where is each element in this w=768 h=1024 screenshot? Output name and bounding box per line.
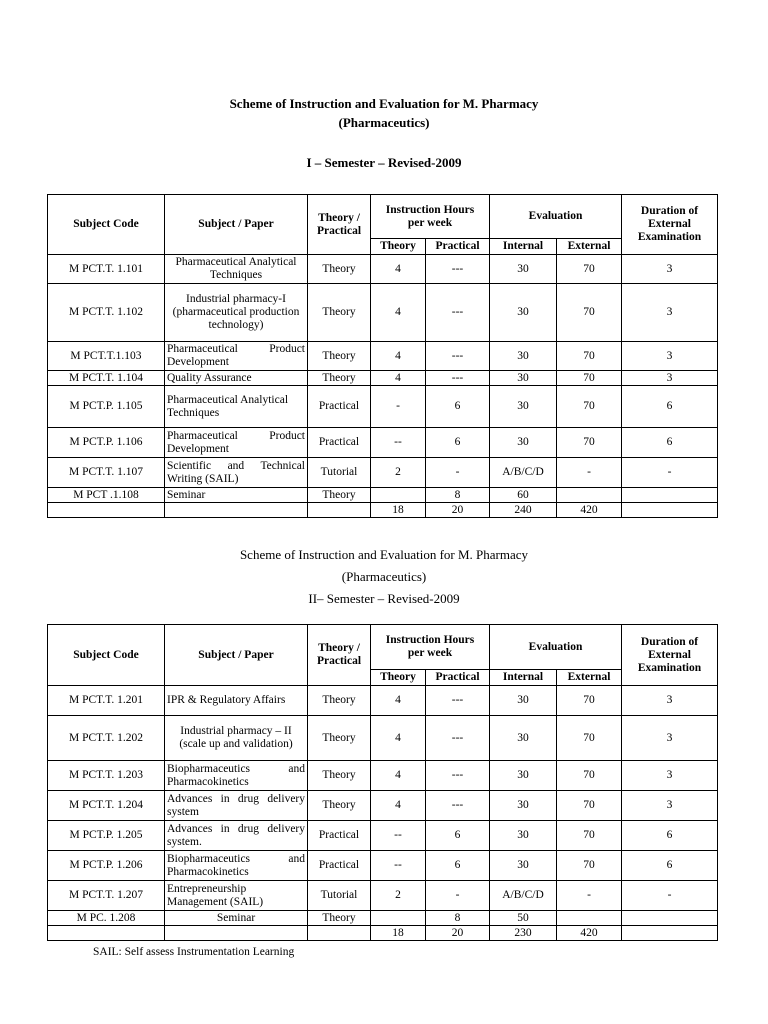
table-row [48, 386, 718, 428]
semester2-table [47, 624, 718, 941]
subject-paper: Advances in drug delivery system. [165, 821, 308, 851]
hours-practical: --- [426, 255, 490, 284]
subject-type: Tutorial [308, 458, 371, 488]
subject-code: M PCT.P. 1.105 [48, 386, 165, 428]
subject-paper: Pharmaceutical Analytical Techniques [165, 255, 308, 284]
subject-paper: Quality Assurance [165, 371, 308, 386]
eval-internal: 30 [490, 761, 557, 791]
hours-practical: 8 [426, 488, 490, 503]
subject-code: M PCT.T. 1.107 [48, 458, 165, 488]
header-theory: Theory [371, 239, 426, 255]
eval-internal: 30 [490, 284, 557, 342]
doc2-semester: II– Semester – Revised-2009 [308, 591, 460, 606]
subject-code: M PCT.P. 1.206 [48, 851, 165, 881]
table-row [48, 686, 718, 716]
exam-duration: 3 [622, 255, 718, 284]
table-row [48, 821, 718, 851]
exam-duration: 3 [622, 791, 718, 821]
subject-code: M PCT.T.1.103 [48, 342, 165, 371]
hours-practical: --- [426, 791, 490, 821]
subject-type: Practical [308, 851, 371, 881]
eval-internal: 50 [490, 911, 557, 926]
exam-duration: - [622, 881, 718, 911]
eval-external: 70 [557, 284, 622, 342]
eval-external [557, 911, 622, 926]
subject-type: Theory [308, 911, 371, 926]
subject-paper: Entrepreneurship Management (SAIL) [165, 881, 308, 911]
table-row [48, 881, 718, 911]
subject-paper: Industrial pharmacy-I (pharmaceutical production technology) [165, 284, 308, 342]
hours-practical: - [426, 881, 490, 911]
table-row [48, 428, 718, 458]
total-internal: 240 [490, 503, 557, 518]
subject-code: M PC. 1.208 [48, 911, 165, 926]
hours-practical: --- [426, 371, 490, 386]
eval-internal: 30 [490, 428, 557, 458]
total-external: 420 [557, 926, 622, 941]
eval-external: 70 [557, 851, 622, 881]
exam-duration: 3 [622, 686, 718, 716]
eval-external: 70 [557, 255, 622, 284]
exam-duration: 3 [622, 371, 718, 386]
hours-practical: --- [426, 342, 490, 371]
subject-code: M PCT.T. 1.201 [48, 686, 165, 716]
eval-internal: 30 [490, 342, 557, 371]
exam-duration: - [622, 458, 718, 488]
header-external: External [557, 239, 622, 255]
hours-theory: 4 [371, 342, 426, 371]
subject-paper: Seminar [165, 911, 308, 926]
header-instruction-hours: Instruction Hours per week [371, 625, 490, 670]
eval-internal: 60 [490, 488, 557, 503]
header-external: External [557, 670, 622, 686]
subject-type: Theory [308, 761, 371, 791]
header-subject-code: Subject Code [48, 625, 165, 686]
subject-paper: IPR & Regulatory Affairs [165, 686, 308, 716]
exam-duration: 3 [622, 284, 718, 342]
table-row [48, 761, 718, 791]
header-theory: Theory [371, 670, 426, 686]
hours-theory: 4 [371, 255, 426, 284]
hours-practical: 6 [426, 386, 490, 428]
header-practical: Practical [426, 239, 490, 255]
subject-type: Practical [308, 386, 371, 428]
table-row [48, 911, 718, 926]
eval-external: 70 [557, 386, 622, 428]
subject-code: M PCT.P. 1.106 [48, 428, 165, 458]
total-internal: 230 [490, 926, 557, 941]
eval-external: 70 [557, 428, 622, 458]
subject-type: Practical [308, 428, 371, 458]
hours-theory: 4 [371, 791, 426, 821]
total-row [48, 926, 718, 941]
exam-duration: 6 [622, 386, 718, 428]
subject-paper: Advances in drug delivery system [165, 791, 308, 821]
table-row [48, 284, 718, 342]
eval-internal: 30 [490, 371, 557, 386]
subject-code: M PCT.T. 1.202 [48, 716, 165, 761]
table-row [48, 716, 718, 761]
exam-duration: 6 [622, 821, 718, 851]
total-row [48, 503, 718, 518]
header-internal: Internal [490, 239, 557, 255]
subject-paper: Pharmaceutical Product Development [165, 428, 308, 458]
header-duration: Duration of External Examination [622, 625, 718, 686]
hours-theory: 4 [371, 761, 426, 791]
exam-duration: 6 [622, 851, 718, 881]
header-subject-paper: Subject / Paper [165, 195, 308, 255]
total-external: 420 [557, 503, 622, 518]
hours-practical: 6 [426, 851, 490, 881]
eval-internal: 30 [490, 686, 557, 716]
doc2-title [0, 545, 768, 608]
header-internal: Internal [490, 670, 557, 686]
subject-type: Theory [308, 255, 371, 284]
total-practical: 20 [426, 503, 490, 518]
subject-type: Theory [308, 342, 371, 371]
semester1-table [47, 194, 718, 518]
table-row [48, 371, 718, 386]
doc1-title-line1: Scheme of Instruction and Evaluation for M. Pharmacy [229, 96, 539, 111]
subject-type: Theory [308, 686, 371, 716]
exam-duration [622, 488, 718, 503]
subject-code: M PCT.P. 1.205 [48, 821, 165, 851]
hours-theory: 4 [371, 686, 426, 716]
subject-type: Tutorial [308, 881, 371, 911]
total-theory: 18 [371, 926, 426, 941]
hours-theory: - [371, 386, 426, 428]
subject-type: Theory [308, 284, 371, 342]
hours-theory: 2 [371, 458, 426, 488]
subject-paper: Pharmaceutical Product Development [165, 342, 308, 371]
hours-practical: --- [426, 761, 490, 791]
eval-internal: 30 [490, 851, 557, 881]
header-instruction-hours: Instruction Hours per week [371, 195, 490, 239]
subject-paper: Seminar [165, 488, 308, 503]
exam-duration: 3 [622, 761, 718, 791]
header-evaluation: Evaluation [490, 195, 622, 239]
subject-type: Theory [308, 716, 371, 761]
subject-paper: Industrial pharmacy – II (scale up and validation) [165, 716, 308, 761]
exam-duration: 3 [622, 716, 718, 761]
subject-paper: Pharmaceutical Analytical Techniques [165, 386, 308, 428]
subject-paper: Scientific and Technical Writing (SAIL) [165, 458, 308, 488]
exam-duration: 6 [622, 428, 718, 458]
subject-paper: Biopharmaceutics and Pharmacokinetics [165, 761, 308, 791]
eval-external: - [557, 458, 622, 488]
doc1-semester: I – Semester – Revised-2009 [306, 155, 462, 170]
eval-external: 70 [557, 791, 622, 821]
exam-duration: 3 [622, 342, 718, 371]
table-row [48, 488, 718, 503]
header-duration: Duration of External Examination [622, 195, 718, 255]
subject-paper: Biopharmaceutics and Pharmacokinetics [165, 851, 308, 881]
eval-internal: 30 [490, 716, 557, 761]
eval-internal: 30 [490, 255, 557, 284]
table-row [48, 342, 718, 371]
eval-external: - [557, 881, 622, 911]
hours-theory: -- [371, 821, 426, 851]
hours-practical: 8 [426, 911, 490, 926]
subject-code: M PCT.T. 1.101 [48, 255, 165, 284]
eval-internal: 30 [490, 791, 557, 821]
eval-external: 70 [557, 686, 622, 716]
total-practical: 20 [426, 926, 490, 941]
hours-practical: 6 [426, 428, 490, 458]
hours-theory: 4 [371, 716, 426, 761]
table-row [48, 458, 718, 488]
subject-code: M PCT.T. 1.204 [48, 791, 165, 821]
eval-external: 70 [557, 716, 622, 761]
subject-code: M PCT.T. 1.203 [48, 761, 165, 791]
total-theory: 18 [371, 503, 426, 518]
hours-theory: -- [371, 428, 426, 458]
header-theory-practical: Theory / Practical [308, 625, 371, 686]
exam-duration [622, 911, 718, 926]
footnote: SAIL: Self assess Instrumentation Learning [93, 946, 295, 958]
eval-external: 70 [557, 342, 622, 371]
subject-code: M PCT.T. 1.207 [48, 881, 165, 911]
doc2-title-line1: Scheme of Instruction and Evaluation for M. Pharmacy [239, 547, 529, 562]
eval-internal: A/B/C/D [490, 458, 557, 488]
subject-code: M PCT.T. 1.104 [48, 371, 165, 386]
doc2-title-line2: (Pharmaceutics) [341, 569, 427, 584]
hours-practical: --- [426, 284, 490, 342]
hours-theory: 2 [371, 881, 426, 911]
hours-theory: 4 [371, 371, 426, 386]
subject-code: M PCT.T. 1.102 [48, 284, 165, 342]
hours-theory [371, 488, 426, 503]
subject-type: Theory [308, 488, 371, 503]
eval-external: 70 [557, 821, 622, 851]
eval-internal: 30 [490, 821, 557, 851]
table-row [48, 255, 718, 284]
subject-type: Theory [308, 791, 371, 821]
subject-type: Theory [308, 371, 371, 386]
eval-external: 70 [557, 371, 622, 386]
header-theory-practical: Theory / Practical [308, 195, 371, 255]
hours-theory: -- [371, 851, 426, 881]
header-practical: Practical [426, 670, 490, 686]
hours-practical: --- [426, 686, 490, 716]
eval-external: 70 [557, 761, 622, 791]
doc1-title [0, 94, 768, 132]
eval-external [557, 488, 622, 503]
eval-internal: A/B/C/D [490, 881, 557, 911]
hours-practical: - [426, 458, 490, 488]
hours-practical: --- [426, 716, 490, 761]
table-row [48, 851, 718, 881]
subject-code: M PCT .1.108 [48, 488, 165, 503]
subject-type: Practical [308, 821, 371, 851]
header-subject-paper: Subject / Paper [165, 625, 308, 686]
header-evaluation: Evaluation [490, 625, 622, 670]
hours-theory [371, 911, 426, 926]
hours-practical: 6 [426, 821, 490, 851]
hours-theory: 4 [371, 284, 426, 342]
eval-internal: 30 [490, 386, 557, 428]
doc1-title-line2: (Pharmaceutics) [338, 115, 430, 130]
table-row [48, 791, 718, 821]
header-subject-code: Subject Code [48, 195, 165, 255]
